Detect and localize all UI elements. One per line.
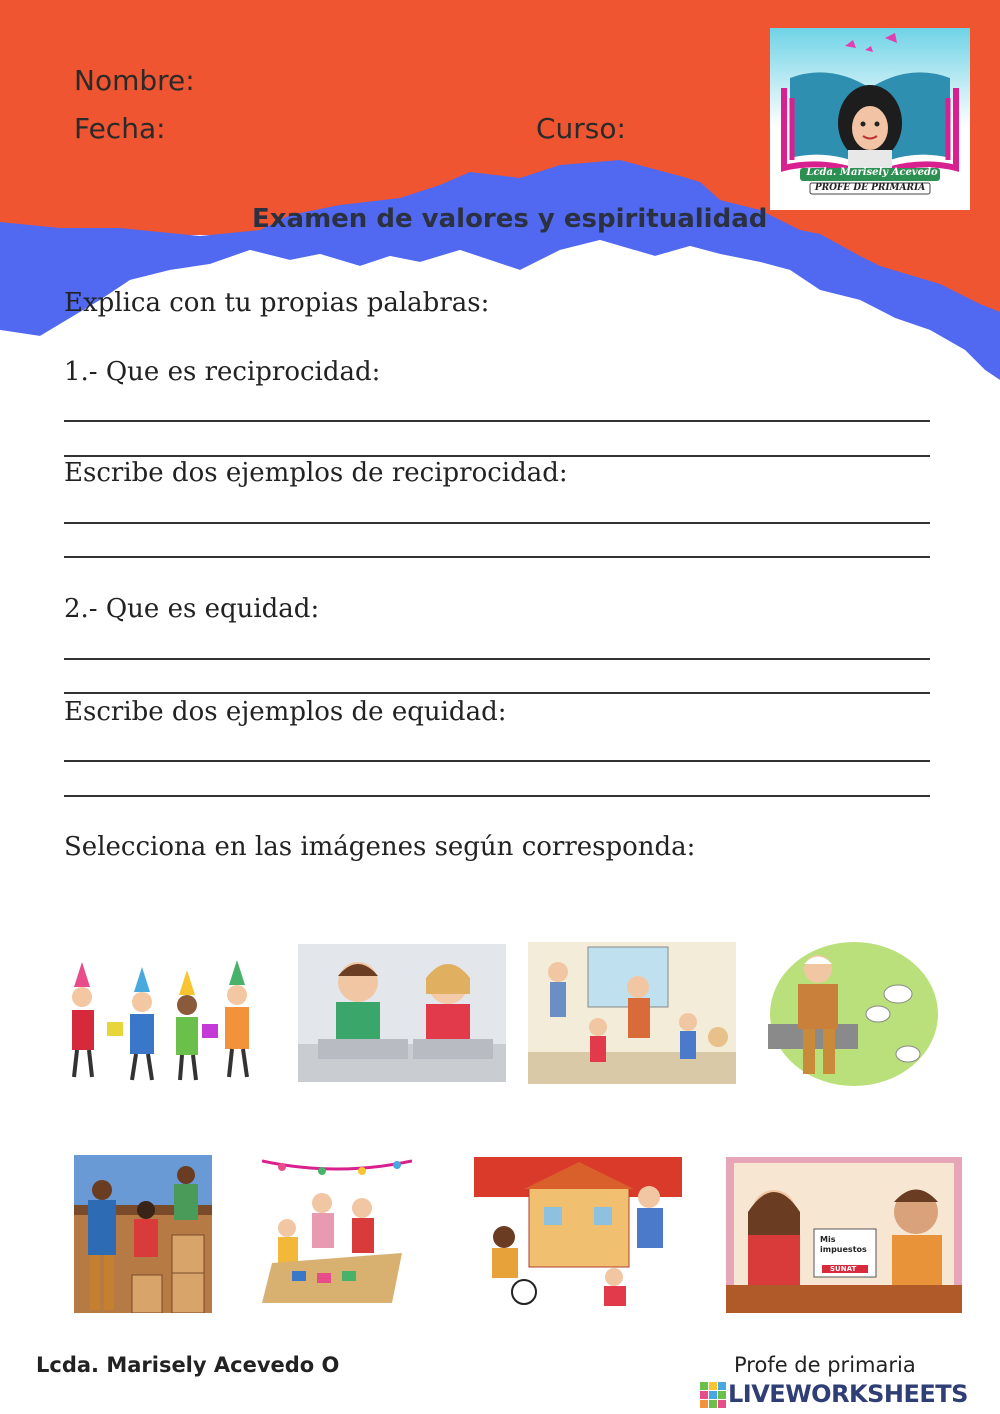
image-tax-sunat[interactable] (726, 1157, 962, 1313)
nombre-label: Nombre: (74, 64, 195, 97)
kids-on-boxes-stadium-icon (74, 1155, 212, 1313)
answer-line[interactable] (64, 692, 930, 694)
liveworksheets-logo-icon (700, 1382, 726, 1408)
answer-line[interactable] (64, 658, 930, 660)
image-elderly-man-doves[interactable] (768, 934, 940, 1092)
question-ejemplos-equidad: Escribe dos ejemplos de equidad: (64, 697, 507, 727)
fecha-label: Fecha: (74, 112, 166, 145)
teacher-logo (770, 28, 970, 210)
answer-line[interactable] (64, 795, 930, 797)
kids-playing-toys-icon (474, 1157, 682, 1313)
answer-line[interactable] (64, 522, 930, 524)
tax-doc-sunat: SUNAT (830, 1265, 857, 1273)
liveworksheets-watermark: LIVEWORKSHEETS (728, 1380, 968, 1408)
classroom-sharing-icon (262, 1153, 412, 1313)
question-ejemplos-reciprocidad: Escribe dos ejemplos de reciprocidad: (64, 458, 568, 488)
tax-doc-impuestos: impuestos (820, 1245, 867, 1254)
curso-label: Curso: (536, 112, 626, 145)
family-housework-icon (528, 942, 736, 1084)
instructions-text: Explica con tu propias palabras: (64, 288, 490, 318)
image-children-party[interactable] (62, 942, 276, 1088)
tax-doc-mis: Mis (820, 1235, 836, 1244)
page-title: Examen de valores y espiritualidad (252, 204, 768, 234)
image-kids-playing-toys[interactable] (474, 1157, 682, 1313)
image-children-washing-dishes[interactable] (298, 944, 506, 1082)
footer-author: Lcda. Marisely Acevedo O (36, 1353, 340, 1377)
tax-sunat-icon (726, 1157, 962, 1313)
answer-line[interactable] (64, 556, 930, 558)
logo-subtitle: PROFE DE PRIMARIA (814, 183, 926, 193)
image-classroom-sharing[interactable] (262, 1153, 412, 1313)
footer-profe: Profe de primaria (734, 1353, 916, 1377)
image-kids-on-boxes[interactable] (74, 1155, 212, 1313)
answer-line[interactable] (64, 455, 930, 457)
select-prompt: Selecciona en las imágenes según corresponda: (64, 832, 696, 862)
elderly-man-feeding-doves-icon (768, 934, 940, 1092)
question-equidad: 2.- Que es equidad: (64, 594, 320, 624)
children-washing-dishes-icon (298, 944, 506, 1082)
answer-line[interactable] (64, 420, 930, 422)
question-reciprocidad: 1.- Que es reciprocidad: (64, 357, 381, 387)
children-party-icon (62, 942, 276, 1088)
logo-name: Lcda. Marisely Acevedo (806, 167, 938, 178)
image-family-housework[interactable] (528, 942, 736, 1084)
answer-line[interactable] (64, 760, 930, 762)
